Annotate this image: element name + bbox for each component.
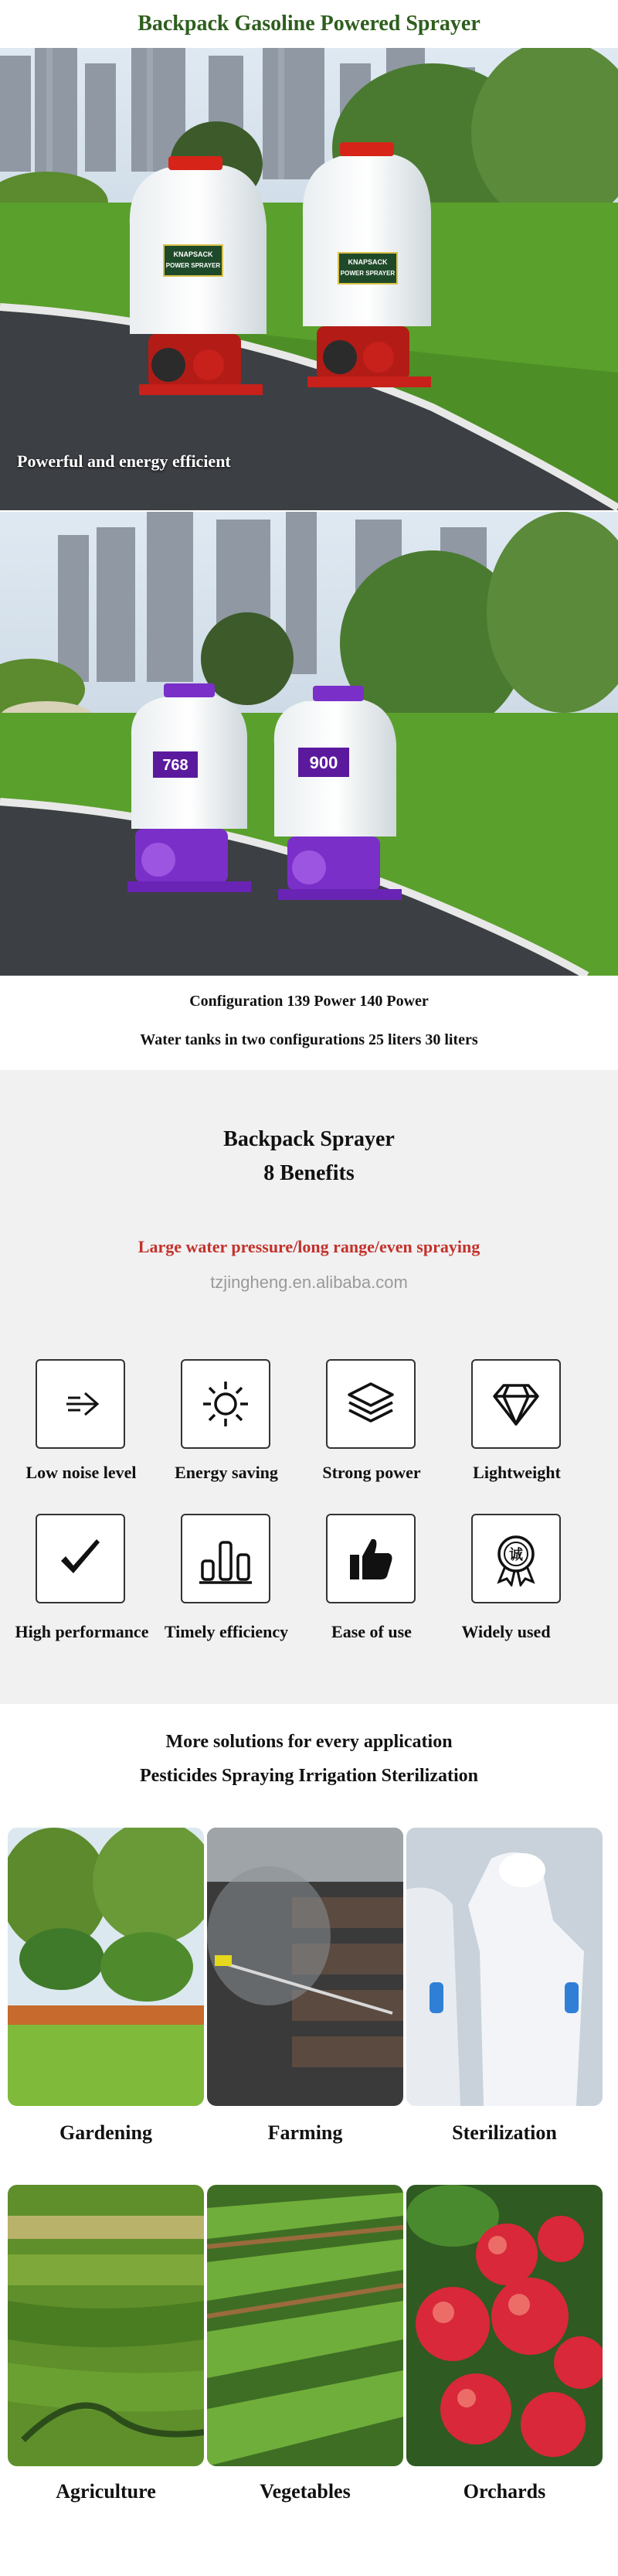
benefit-label-ease-of-use: Ease of use	[331, 1622, 412, 1641]
app-label-gardening: Gardening	[59, 2121, 152, 2144]
benefit-label-energy-saving: Energy saving	[175, 1463, 278, 1482]
solutions-title: More solutions for every application	[165, 1732, 453, 1752]
agriculture-image	[8, 2185, 204, 2466]
vegetables-image	[207, 2185, 403, 2466]
model-label-2: 900	[309, 753, 338, 772]
award-badge-icon	[471, 1514, 561, 1603]
bar-chart-icon	[181, 1514, 270, 1603]
tank-label-1: KNAPSACK	[173, 250, 213, 258]
hero-photo-red-sprayers	[0, 48, 618, 510]
app-label-agriculture: Agriculture	[56, 2480, 156, 2503]
sterilization-image	[406, 1828, 603, 2106]
farming-image	[207, 1828, 403, 2106]
thumbs-up-icon	[326, 1514, 416, 1603]
page-title: Backpack Gasoline Powered Sprayer	[138, 12, 480, 36]
hero-caption: Powerful and energy efficient	[17, 451, 231, 471]
config-line-tanks: Water tanks in two configurations 25 liters 30 liters	[140, 1031, 478, 1048]
benefits-heading	[0, 1123, 618, 1191]
orchards-image	[406, 2185, 603, 2466]
page-header	[0, 0, 618, 48]
app-label-sterilization: Sterilization	[452, 2121, 557, 2144]
app-label-farming: Farming	[267, 2121, 343, 2144]
diamond-icon	[471, 1359, 561, 1449]
layers-icon	[326, 1359, 416, 1449]
sun-icon	[181, 1359, 270, 1449]
svg-text:POWER SPRAYER: POWER SPRAYER	[340, 270, 396, 277]
solutions-section	[0, 1704, 618, 2576]
solutions-subtitle: Pesticides Spraying Irrigation Sterilization	[140, 1766, 478, 1786]
benefit-label-widely-used: Widely used	[461, 1622, 551, 1641]
benefits-heading-line1: Backpack Sprayer	[223, 1127, 395, 1151]
low-noise-icon	[36, 1359, 125, 1449]
svg-text:KNAPSACK: KNAPSACK	[348, 258, 388, 266]
benefit-label-low-noise: Low noise level	[25, 1463, 137, 1482]
hero-photo-purple-sprayers	[0, 512, 618, 976]
config-line-power: Configuration 139 Power 140 Power	[189, 993, 429, 1010]
benefit-label-high-performance: High performance	[15, 1622, 149, 1641]
gardening-image	[8, 1828, 204, 2106]
benefit-label-timely-efficiency: Timely efficiency	[164, 1622, 289, 1641]
store-watermark: tzjingheng.en.alibaba.com	[210, 1273, 408, 1292]
benefit-label-strong-power: Strong power	[322, 1463, 421, 1482]
benefits-heading-line2: 8 Benefits	[263, 1161, 355, 1185]
benefit-label-lightweight: Lightweight	[473, 1463, 561, 1482]
tank-label-2: POWER SPRAYER	[165, 262, 221, 269]
app-label-orchards: Orchards	[463, 2480, 546, 2503]
benefits-slogan: Large water pressure/long range/even spraying	[138, 1237, 480, 1256]
checkmark-icon	[36, 1514, 125, 1603]
badge-character: 诚	[509, 1547, 523, 1563]
benefits-section	[0, 1070, 618, 1704]
app-label-vegetables: Vegetables	[260, 2480, 351, 2503]
configuration-section	[0, 976, 618, 1070]
model-label-1: 768	[162, 757, 188, 774]
